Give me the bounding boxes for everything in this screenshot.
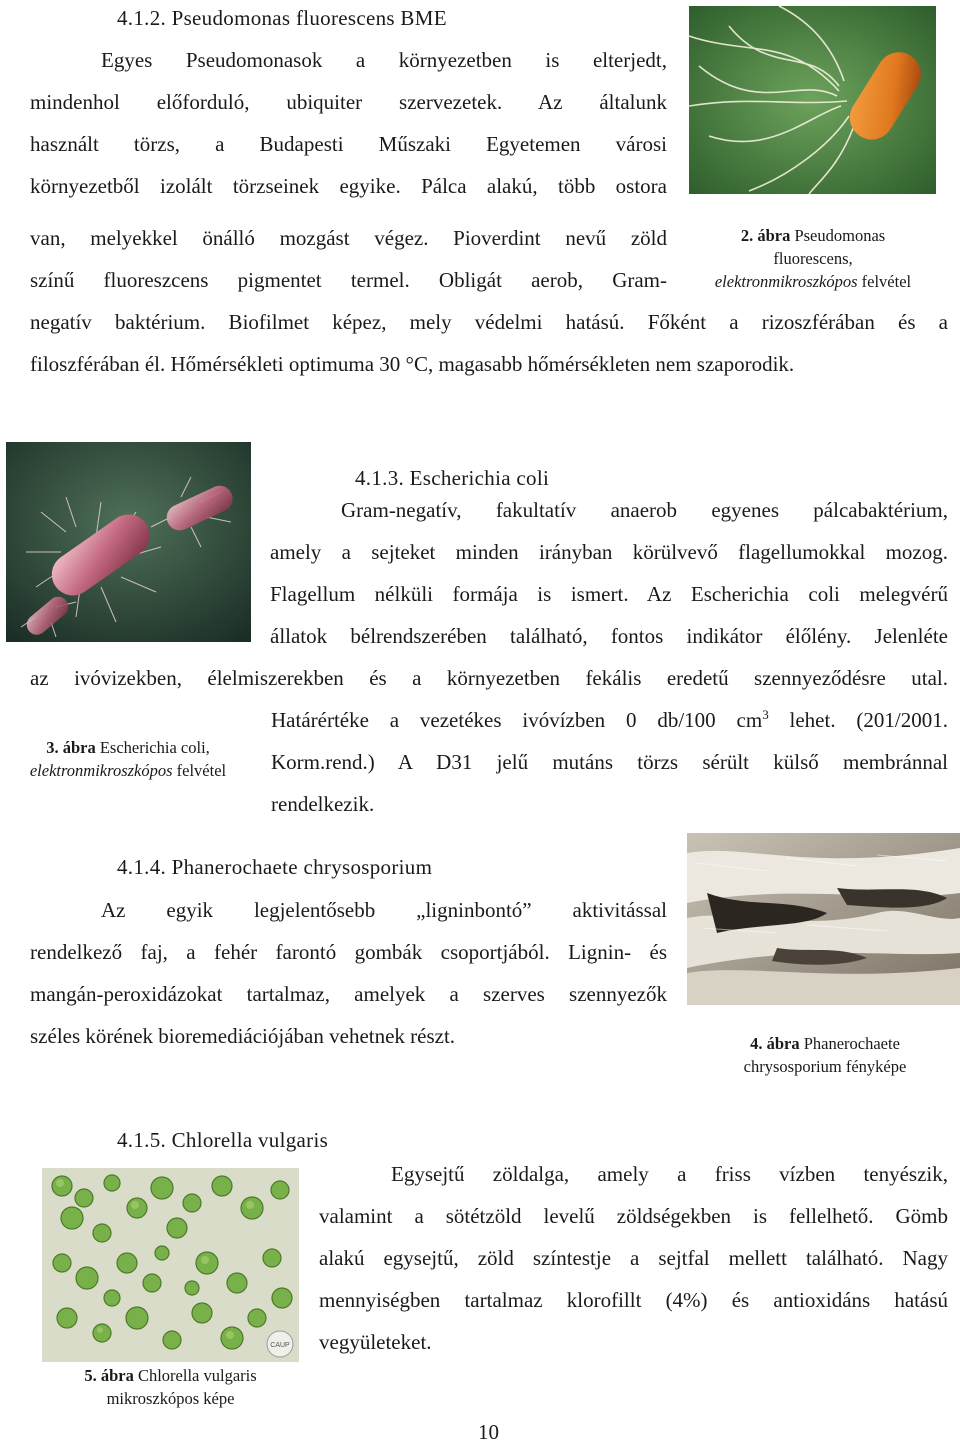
section-heading-phanerochaete: 4.1.4. Phanerochaete chrysosporium [117, 855, 433, 879]
paragraph-line: mennyiségben tartalmaz klorofillt (4%) és antioxidáns hatású [319, 1288, 948, 1312]
figure-number: 5. ábra [84, 1366, 134, 1385]
paragraph-line: van, melyekkel önálló mozgást végez. Pioverdint nevű zöld [30, 226, 667, 250]
paragraph-line: állatok bélrendszerében található, fontos indikátor élőlény. Jelenléte [270, 624, 948, 648]
paragraph-line: színű fluoreszcens pigmentet termel. Obligát aerob, Gram- [30, 268, 667, 292]
paragraph-line: Egysejtű zöldalga, amely a friss vízben tenyészik, [391, 1162, 948, 1186]
paragraph-line: rendelkezik. [271, 792, 375, 816]
paragraph-line: Gram-negatív, fakultatív anaerob egyenes pálcabaktérium, [341, 498, 948, 522]
page-number: 10 [478, 1420, 499, 1444]
paragraph-line: széles körének bioremediációjában vehetnek részt. [30, 1024, 456, 1048]
paragraph-line: használt törzs, a Budapesti Műszaki Egyetemen városi [30, 132, 667, 156]
section-heading-pseudomonas: 4.1.2. Pseudomonas fluorescens BME [117, 6, 447, 30]
figure-4-caption: 4. ábra Phanerochaete chrysosporium fényképe [743, 1034, 907, 1076]
paragraph-line: Határértéke a vezetékes ivóvízben 0 db/100 $cm^3$ lehet. (201/2001. [271, 707, 948, 732]
paragraph-line: Egyes Pseudomonasok a környezetben is elterjedt, [101, 48, 667, 72]
paragraph-line: amely a sejteket minden irányban körülvevő flagellumokkal mozog. [270, 540, 948, 564]
figure-2-pseudomonas-image [689, 6, 936, 194]
section-heading-chlorella: 4.1.5. Chlorella vulgaris [117, 1128, 329, 1152]
paragraph-line: alakú egysejtű, zöld színtestje a sejtfal mellett található. Nagy [319, 1246, 948, 1270]
paragraph-line: negatív baktérium. Biofilmet képez, mely védelmi hatású. Főként a rizoszférában és a [30, 310, 948, 334]
paragraph-line: filoszférában él. Hőmérsékleti optimuma 30 °C, magasabb hőmérsékleten nem szaporodik. [30, 352, 795, 376]
paragraph-line: Az egyik legjelentősebb „ligninbontó” aktivitással [101, 898, 667, 922]
figure-4-phanerochaete-image [687, 833, 960, 1005]
paragraph-line: az ivóvizekben, élelmiszerekben és a környezetben fekális eredetű szennyeződésre utal. [30, 666, 948, 690]
paragraph-line: valamint a sötétzöld levelű zöldségekben is fellelhető. Gömb [319, 1204, 948, 1228]
paragraph-line: rendelkező faj, a fehér farontó gombák csoportjából. Lignin- és [30, 940, 667, 964]
caup-stamp: CAUP [270, 1342, 290, 1349]
figure-3-caption: 3. ábra Escherichia coli, elektronmikroszkópos felvétel [29, 738, 227, 780]
paragraph-line: Korm.rend.) A D31 jelű mutáns törzs sérült külső membránnal [271, 750, 948, 774]
figure-3-ecoli-image [6, 442, 251, 642]
figure-number: 2. ábra [740, 226, 791, 245]
paragraph-line: mangán-peroxidázokat tartalmaz, amelyek a szerves szennyezők [30, 982, 667, 1006]
figure-number: 3. ábra [46, 738, 96, 757]
paragraph-line: Flagellum nélküli formája is ismert. Az Escherichia coli melegvérű [270, 582, 948, 606]
figure-5-caption: 5. ábra Chlorella vulgaris mikroszkópos képe [84, 1366, 257, 1408]
figure-5-chlorella-image [42, 1168, 299, 1362]
paragraph-line: vegyületeket. [319, 1330, 432, 1354]
paragraph-line: környezetből izolált törzseinek egyike. Pálca alakú, több ostora [30, 174, 667, 198]
figure-number: 4. ábra [750, 1034, 800, 1053]
section-heading-ecoli: 4.1.3. Escherichia coli [355, 466, 550, 490]
figure-2-caption: 2. ábra Pseudomonas fluorescens, elektronmikroszkópos felvétel [714, 226, 912, 291]
paragraph-line: mindenhol előforduló, ubiquiter szervezetek. Az általunk [30, 90, 667, 114]
